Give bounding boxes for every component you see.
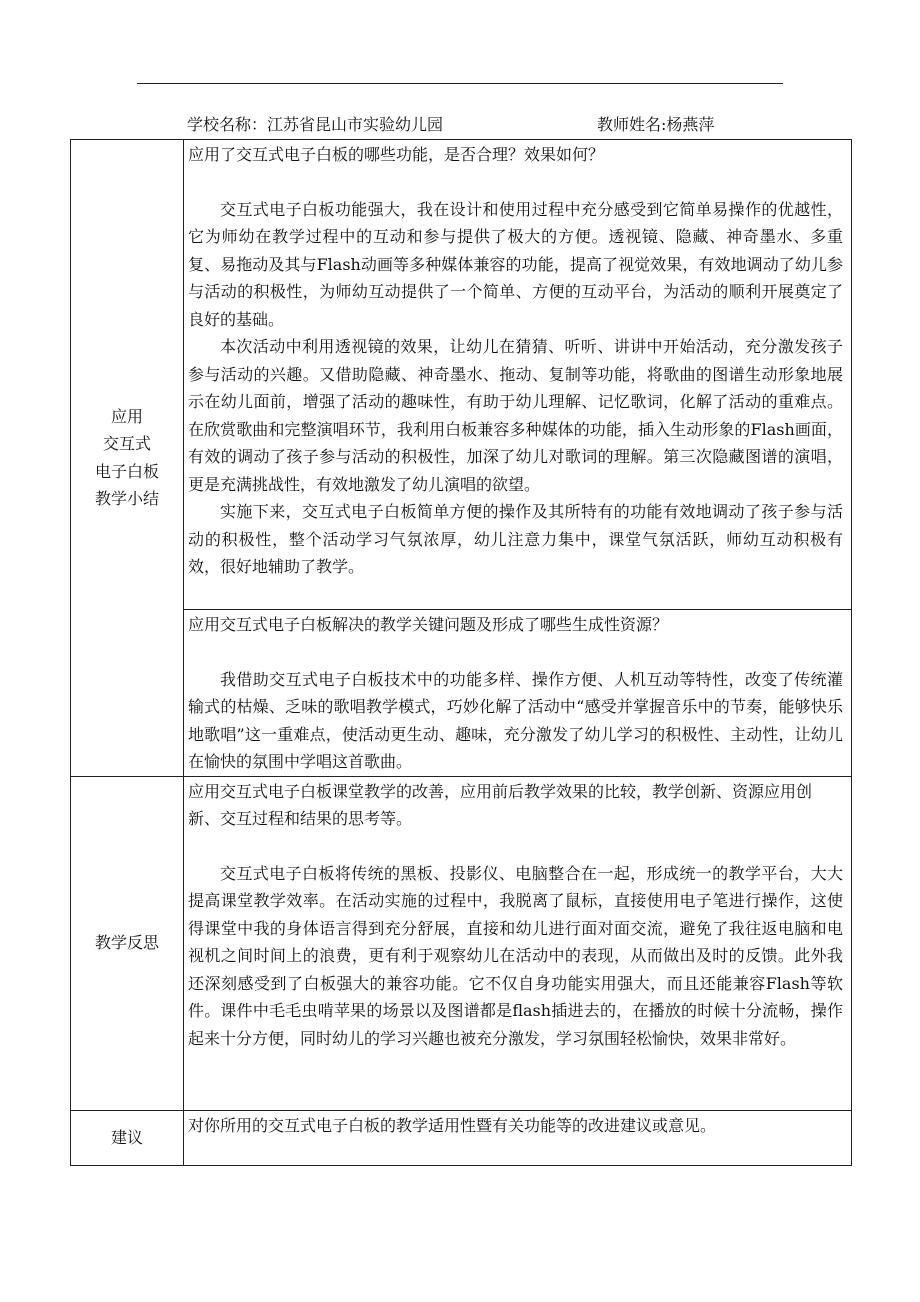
reflection-cell	[184, 776, 852, 1110]
answer-paragraph-1: 交互式电子白板功能强大，我在设计和使用过程中充分感受到它简单易操作的优越性，它为师幼在教学过程中的互动和参与提供了极大的方便。透视镜、隐藏、神奇墨水、多重复、易拖动及其与Flash动画等多种媒体兼容的功能，提高了视觉效果，有效地调动了幼儿参与活动的积极性，为师幼互动提供了一个简单、方便的互动平台，为活动的顺利开展奠定了良好的基础。	[188, 199, 843, 329]
summary-label	[71, 140, 184, 777]
school-name: 学校名称：江苏省昆山市实验幼儿园	[187, 115, 444, 134]
suggestion-row	[71, 1110, 852, 1165]
answer-paragraph-4: 我借助交互式电子白板技术中的功能多样、操作方便、人机互动等特性，改变了传统灌输式的枯燥、乏味的歌唱教学模式，巧妙化解了活动中“感受并掌握音乐中的节奏，能够快乐地歌唱”这一重难点，使活动更生动、趣味，充分激发了幼儿学习的积极性、主动性，让幼儿在愉快的氛围中学唱这首歌曲。	[188, 669, 843, 771]
reflection-row	[71, 776, 852, 1110]
report-table	[70, 139, 852, 1166]
summary-row-1	[71, 140, 852, 610]
header-rule	[137, 83, 783, 84]
summary-label-line: 电子白板	[94, 461, 159, 481]
reflection-paragraph: 交互式电子白板将传统的黑板、投影仪、电脑整合在一起，形成统一的教学平台，大大提高课堂教学效率。在活动实施的过程中，我脱离了鼠标，直接使用电子笔进行操作，这使得课堂中我的身体语言得到充分舒展，直接和幼儿进行面对面交流，避免了我往返电脑和电视机之间时间上的浪费，更有利于观察幼儿在活动中的表现，从而做出及时的反馈。此外我还深刻感受到了白板强大的兼容功能。它不仅自身功能实用强大，而且还能兼容Flash等软件。课件中毛毛虫啃苹果的场景以及图谱都是flash插进去的，在播放的时候十分流畅，操作起来十分方便，同时幼儿的学习兴趣也被充分激发，学习氛围轻松愉快，效果非常好。	[188, 863, 843, 1048]
suggestion-label: 建议	[71, 1110, 184, 1165]
question-functions: 应用了交互式电子白板的哪些功能，是否合理？效果如何？	[188, 145, 605, 164]
question-reflection: 应用交互式电子白板课堂教学的改善，应用前后教学效果的比较，教学创新、资源应用创新、交互过程和结果的思考等。	[188, 781, 813, 828]
question-key-problems: 应用交互式电子白板解决的教学关键问题及形成了哪些生成性资源？	[188, 615, 669, 634]
summary-label-line: 应用	[110, 406, 143, 426]
summary-cell-functions	[184, 140, 852, 610]
suggestion-cell	[184, 1110, 852, 1165]
question-suggestion: 对你所用的交互式电子白板的教学适用性暨有关功能等的改进建议或意见。	[188, 1115, 717, 1135]
answer-paragraph-2: 本次活动中利用透视镜的效果，让幼儿在猜猜、听听、讲讲中开始活动，充分激发孩子参与活动的兴趣。又借助隐藏、神奇墨水、拖动、复制等功能，将歌曲的图谱生动形象地展示在幼儿面前，增强了活动的趣味性，有助于幼儿理解、记忆歌词，化解了活动的重难点。在欣赏歌曲和完整演唱环节，我利用白板兼容多种媒体的功能，插入生动形象的Flash画面，有效的调动了孩子参与活动的积极性，加深了幼儿对歌词的理解。第三次隐藏图谱的演唱，更是充满挑战性，有效地激发了幼儿演唱的欲望。	[188, 337, 843, 494]
document-header	[0, 112, 920, 138]
summary-label-line: 交互式	[102, 434, 151, 454]
answer-paragraph-3: 实施下来，交互式电子白板简单方便的操作及其所特有的功能有效地调动了孩子参与活动的积极性，整个活动学习气氛浓厚，幼儿注意力集中，课堂气氛活跃，师幼互动积极有效，很好地辅助了教学。	[188, 502, 843, 576]
reflection-label: 教学反思	[71, 776, 184, 1110]
summary-cell-key-problems	[184, 610, 852, 777]
summary-label-line: 教学小结	[94, 489, 159, 509]
summary-row-2	[71, 610, 852, 777]
teacher-name: 教师姓名:杨燕萍	[597, 115, 715, 134]
